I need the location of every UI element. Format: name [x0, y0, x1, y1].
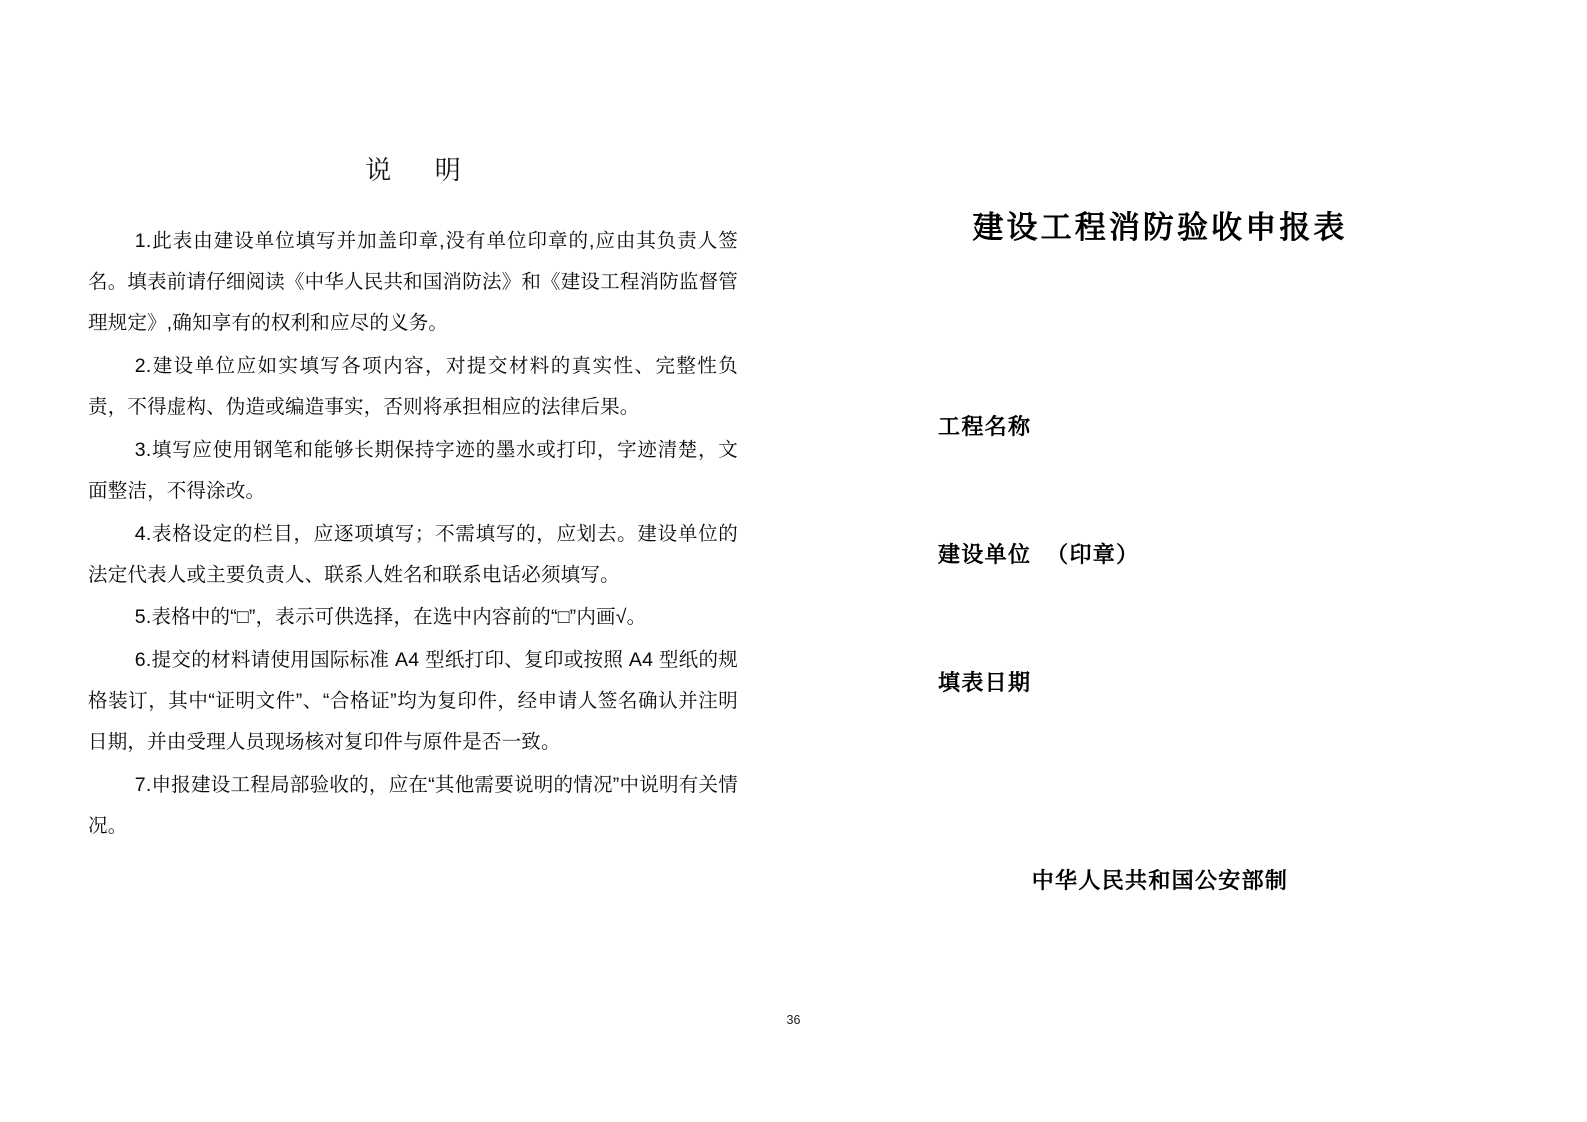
list-item: 6.提交的材料请使用国际标准 A4 型纸打印、复印或按照 A4 型纸的规格装订，其中“证明文件”、“合格证”均为复印件，经申请人签名确认并注明日期，并由受理人员现场核对复印件与原件是否一致。	[88, 649, 738, 754]
field-project-name: 工程名称	[938, 414, 1032, 439]
issuing-authority: 中华人民共和国公安部制	[1031, 868, 1289, 893]
list-item: 2.建设单位应如实填写各项内容，对提交材料的真实性、完整性负责，不得虚构、伪造或编造事实，否则将承担相应的法律后果。	[88, 354, 738, 418]
instructions-section	[88, 150, 738, 849]
instructions-heading	[88, 150, 738, 187]
instructions-heading-char1: 说	[365, 155, 407, 185]
list-item: 1.此表由建设单位填写并加盖印章,没有单位印章的,应由其负责人签名。填表前请仔细阅读《中华人民共和国消防法》和《建设工程消防监督管理规定》,确知享有的权利和应尽的义务。	[88, 230, 738, 334]
page-title: 建设工程消防验收申报表	[972, 210, 1348, 245]
page-number: 36	[786, 1013, 801, 1027]
list-item: 3.填写应使用钢笔和能够长期保持字迹的墨水或打印，字迹清楚，文面整洁，不得涂改。	[88, 438, 738, 502]
list-item: 7.申报建设工程局部验收的，应在“其他需要说明的情况”中说明有关情况。	[88, 774, 738, 838]
list-item: 4.表格设定的栏目，应逐项填写；不需填写的，应划去。建设单位的法定代表人或主要负责人、联系人姓名和联系电话必须填写。	[88, 522, 738, 586]
field-construction-unit: 建设单位 （印章）	[938, 542, 1140, 567]
cover-field-list	[938, 410, 1498, 794]
instructions-list	[88, 221, 738, 847]
form-cover-section	[790, 150, 1530, 1010]
field-fill-date: 填表日期	[938, 670, 1032, 695]
instructions-heading-char2: 明	[434, 155, 477, 185]
list-item: 5.表格中的“□”，表示可供选择，在选中内容前的“□”内画√。	[134, 606, 647, 629]
